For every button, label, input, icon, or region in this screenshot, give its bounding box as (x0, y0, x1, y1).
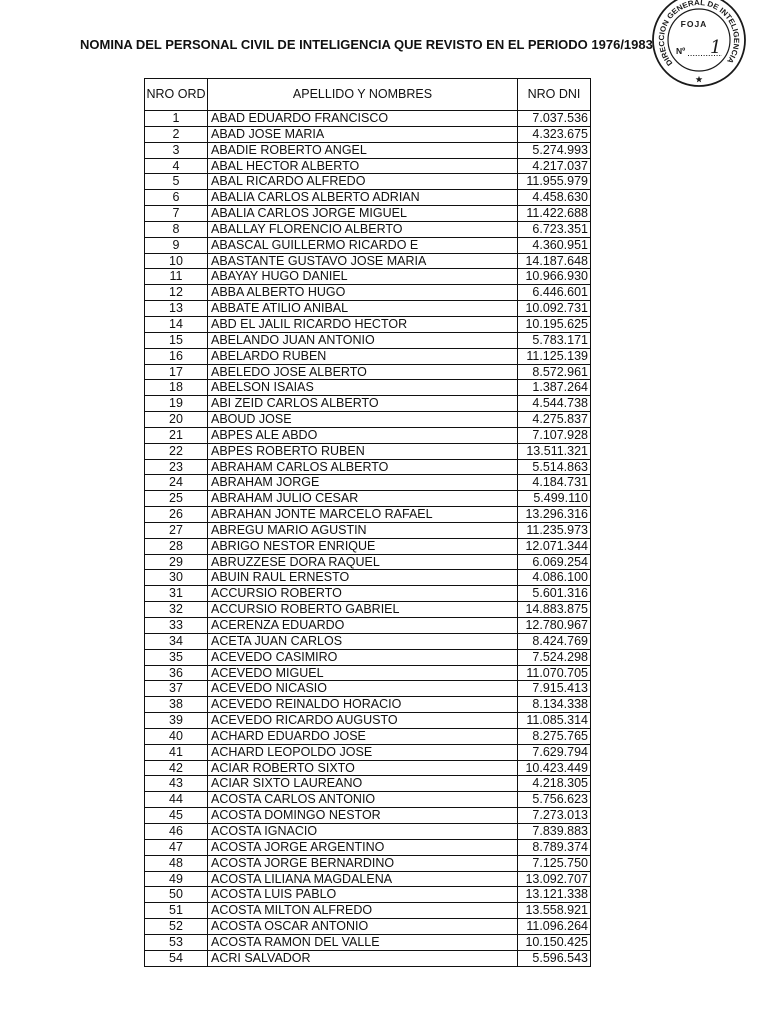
dni-number: 6.446.601 (518, 285, 591, 301)
table-row (145, 523, 591, 539)
person-name: ABREGU MARIO AGUSTIN (208, 523, 518, 539)
dni-number: 8.572.961 (518, 365, 591, 381)
dni-number: 5.499.110 (518, 491, 591, 507)
table-row (145, 333, 591, 349)
table-row (145, 111, 591, 127)
row-number: 28 (145, 539, 208, 555)
table-row (145, 634, 591, 650)
dni-number: 10.195.625 (518, 317, 591, 333)
row-number: 36 (145, 666, 208, 682)
table-row (145, 159, 591, 175)
person-name: ABASCAL GUILLERMO RICARDO E (208, 238, 518, 254)
person-name: ACEVEDO MIGUEL (208, 666, 518, 682)
person-name: ABAD EDUARDO FRANCISCO (208, 111, 518, 127)
dni-number: 13.121.338 (518, 887, 591, 903)
dni-number: 8.134.338 (518, 697, 591, 713)
stamp-foja-label: FOJA (680, 19, 708, 29)
person-name: ACHARD LEOPOLDO JOSE (208, 745, 518, 761)
dni-number: 7.629.794 (518, 745, 591, 761)
person-name: ABELEDO JOSE ALBERTO (208, 365, 518, 381)
table-row (145, 666, 591, 682)
table-row (145, 317, 591, 333)
row-number: 54 (145, 951, 208, 967)
person-name: ABADIE ROBERTO ANGEL (208, 143, 518, 159)
dni-number: 10.966.930 (518, 269, 591, 285)
person-name: ACOSTA LUIS PABLO (208, 887, 518, 903)
row-number: 31 (145, 586, 208, 602)
row-number: 52 (145, 919, 208, 935)
table-row (145, 824, 591, 840)
row-number: 47 (145, 840, 208, 856)
person-name: ABUIN RAUL ERNESTO (208, 570, 518, 586)
dni-number: 7.524.298 (518, 650, 591, 666)
row-number: 4 (145, 159, 208, 175)
dni-number: 5.596.543 (518, 951, 591, 967)
table-row (145, 174, 591, 190)
table-row (145, 254, 591, 270)
dni-number: 8.275.765 (518, 729, 591, 745)
person-name: ACIAR SIXTO LAUREANO (208, 776, 518, 792)
person-name: ABRAHAM CARLOS ALBERTO (208, 460, 518, 476)
document-title: NOMINA DEL PERSONAL CIVIL DE INTELIGENCIA QUE REVISTO EN EL PERIODO 1976/1983 (80, 37, 653, 52)
header-nro-ord: NRO ORD (145, 79, 208, 111)
dni-number: 11.096.264 (518, 919, 591, 935)
row-number: 32 (145, 602, 208, 618)
row-number: 29 (145, 555, 208, 571)
person-name: ACOSTA JORGE BERNARDINO (208, 856, 518, 872)
person-name: ABRAHAM JULIO CESAR (208, 491, 518, 507)
row-number: 14 (145, 317, 208, 333)
table-row (145, 570, 591, 586)
dni-number: 1.387.264 (518, 380, 591, 396)
person-name: ACOSTA CARLOS ANTONIO (208, 792, 518, 808)
person-name: ACOSTA IGNACIO (208, 824, 518, 840)
dni-number: 4.458.630 (518, 190, 591, 206)
dni-number: 10.092.731 (518, 301, 591, 317)
person-name: ABALLAY FLORENCIO ALBERTO (208, 222, 518, 238)
row-number: 3 (145, 143, 208, 159)
person-name: ABRUZZESE DORA RAQUEL (208, 555, 518, 571)
table-row (145, 650, 591, 666)
row-number: 38 (145, 697, 208, 713)
dni-number: 10.150.425 (518, 935, 591, 951)
table-body (145, 111, 591, 967)
row-number: 15 (145, 333, 208, 349)
row-number: 35 (145, 650, 208, 666)
row-number: 10 (145, 254, 208, 270)
stamp-number-label: Nº (676, 46, 686, 56)
row-number: 45 (145, 808, 208, 824)
person-name: ABOUD JOSE (208, 412, 518, 428)
dni-number: 6.723.351 (518, 222, 591, 238)
table-row (145, 507, 591, 523)
row-number: 53 (145, 935, 208, 951)
row-number: 50 (145, 887, 208, 903)
person-name: ABI ZEID CARLOS ALBERTO (208, 396, 518, 412)
person-name: ABPES ALE ABDO (208, 428, 518, 444)
dni-number: 6.069.254 (518, 555, 591, 571)
dni-number: 4.086.100 (518, 570, 591, 586)
person-name: ACEVEDO NICASIO (208, 681, 518, 697)
row-number: 39 (145, 713, 208, 729)
row-number: 25 (145, 491, 208, 507)
table-row (145, 269, 591, 285)
dni-number: 14.187.648 (518, 254, 591, 270)
person-name: ABAL HECTOR ALBERTO (208, 159, 518, 175)
table-row (145, 776, 591, 792)
person-name: ABAL RICARDO ALFREDO (208, 174, 518, 190)
dni-number: 7.037.536 (518, 111, 591, 127)
row-number: 22 (145, 444, 208, 460)
person-name: ABELANDO JUAN ANTONIO (208, 333, 518, 349)
person-name: ACEVEDO REINALDO HORACIO (208, 697, 518, 713)
person-name: ACERENZA EDUARDO (208, 618, 518, 634)
official-stamp (650, 0, 748, 92)
person-name: ABAYAY HUGO DANIEL (208, 269, 518, 285)
row-number: 13 (145, 301, 208, 317)
dni-number: 11.070.705 (518, 666, 591, 682)
table-row (145, 412, 591, 428)
table-row (145, 460, 591, 476)
row-number: 18 (145, 380, 208, 396)
row-number: 6 (145, 190, 208, 206)
dni-number: 5.756.623 (518, 792, 591, 808)
dni-number: 5.601.316 (518, 586, 591, 602)
dni-number: 12.071.344 (518, 539, 591, 555)
table-row (145, 190, 591, 206)
person-name: ABBATE ATILIO ANIBAL (208, 301, 518, 317)
table-row (145, 586, 591, 602)
dni-number: 14.883.875 (518, 602, 591, 618)
person-name: ABELARDO RUBEN (208, 349, 518, 365)
table-row (145, 539, 591, 555)
table-row (145, 602, 591, 618)
table-row (145, 872, 591, 888)
row-number: 17 (145, 365, 208, 381)
person-name: ACETA JUAN CARLOS (208, 634, 518, 650)
person-name: ACIAR ROBERTO SIXTO (208, 761, 518, 777)
dni-number: 11.235.973 (518, 523, 591, 539)
dni-number: 13.092.707 (518, 872, 591, 888)
person-name: ABALIA CARLOS JORGE MIGUEL (208, 206, 518, 222)
row-number: 37 (145, 681, 208, 697)
table-row (145, 380, 591, 396)
person-name: ABD EL JALIL RICARDO HECTOR (208, 317, 518, 333)
row-number: 33 (145, 618, 208, 634)
table-row (145, 127, 591, 143)
row-number: 24 (145, 475, 208, 491)
person-name: ACOSTA RAMON DEL VALLE (208, 935, 518, 951)
row-number: 34 (145, 634, 208, 650)
dni-number: 8.424.769 (518, 634, 591, 650)
person-name: ABASTANTE GUSTAVO JOSE MARIA (208, 254, 518, 270)
row-number: 19 (145, 396, 208, 412)
dni-number: 4.360.951 (518, 238, 591, 254)
row-number: 21 (145, 428, 208, 444)
star-icon (696, 76, 703, 83)
table-header-row (145, 79, 591, 111)
person-name: ABRAHAM JORGE (208, 475, 518, 491)
person-name: ACRI SALVADOR (208, 951, 518, 967)
row-number: 11 (145, 269, 208, 285)
header-apellido-y-nombres: APELLIDO Y NOMBRES (208, 79, 518, 111)
table-row (145, 935, 591, 951)
table-row (145, 491, 591, 507)
table-row (145, 444, 591, 460)
table-row (145, 301, 591, 317)
table-row (145, 618, 591, 634)
table-row (145, 792, 591, 808)
dni-number: 13.511.321 (518, 444, 591, 460)
dni-number: 5.783.171 (518, 333, 591, 349)
person-name: ABAD JOSE MARIA (208, 127, 518, 143)
row-number: 46 (145, 824, 208, 840)
stamp-folio-number: 1 (710, 37, 722, 58)
person-name: ABALIA CARLOS ALBERTO ADRIAN (208, 190, 518, 206)
person-name: ACHARD EDUARDO JOSE (208, 729, 518, 745)
dni-number: 8.789.374 (518, 840, 591, 856)
table-row (145, 365, 591, 381)
dni-number: 5.514.863 (518, 460, 591, 476)
dni-number: 11.422.688 (518, 206, 591, 222)
person-name: ABELSON ISAIAS (208, 380, 518, 396)
row-number: 7 (145, 206, 208, 222)
dni-number: 7.125.750 (518, 856, 591, 872)
dni-number: 11.955.979 (518, 174, 591, 190)
person-name: ACOSTA JORGE ARGENTINO (208, 840, 518, 856)
dni-number: 4.544.738 (518, 396, 591, 412)
person-name: ACOSTA MILTON ALFREDO (208, 903, 518, 919)
table-row (145, 143, 591, 159)
table-row (145, 729, 591, 745)
table-row (145, 761, 591, 777)
dni-number: 12.780.967 (518, 618, 591, 634)
row-number: 40 (145, 729, 208, 745)
dni-number: 4.184.731 (518, 475, 591, 491)
table-row (145, 951, 591, 967)
row-number: 8 (145, 222, 208, 238)
table-row (145, 222, 591, 238)
dni-number: 13.558.921 (518, 903, 591, 919)
table-row (145, 285, 591, 301)
row-number: 23 (145, 460, 208, 476)
dni-number: 4.323.675 (518, 127, 591, 143)
dni-number: 4.218.305 (518, 776, 591, 792)
row-number: 49 (145, 872, 208, 888)
dni-number: 4.217.037 (518, 159, 591, 175)
table-row (145, 808, 591, 824)
dni-number: 10.423.449 (518, 761, 591, 777)
row-number: 1 (145, 111, 208, 127)
dni-number: 7.839.883 (518, 824, 591, 840)
row-number: 27 (145, 523, 208, 539)
row-number: 16 (145, 349, 208, 365)
row-number: 26 (145, 507, 208, 523)
row-number: 9 (145, 238, 208, 254)
row-number: 20 (145, 412, 208, 428)
person-name: ACOSTA LILIANA MAGDALENA (208, 872, 518, 888)
dni-number: 13.296.316 (518, 507, 591, 523)
dni-number: 7.107.928 (518, 428, 591, 444)
row-number: 2 (145, 127, 208, 143)
row-number: 12 (145, 285, 208, 301)
row-number: 44 (145, 792, 208, 808)
row-number: 43 (145, 776, 208, 792)
personnel-table (144, 78, 591, 967)
person-name: ABRIGO NESTOR ENRIQUE (208, 539, 518, 555)
row-number: 48 (145, 856, 208, 872)
person-name: ACCURSIO ROBERTO GABRIEL (208, 602, 518, 618)
table-row (145, 396, 591, 412)
dni-number: 11.085.314 (518, 713, 591, 729)
row-number: 42 (145, 761, 208, 777)
dni-number: 7.915.413 (518, 681, 591, 697)
row-number: 51 (145, 903, 208, 919)
dni-number: 5.274.993 (518, 143, 591, 159)
table-row (145, 745, 591, 761)
table-row (145, 903, 591, 919)
row-number: 30 (145, 570, 208, 586)
dni-number: 7.273.013 (518, 808, 591, 824)
person-name: ABBA ALBERTO HUGO (208, 285, 518, 301)
header-nro-dni: NRO DNI (518, 79, 591, 111)
table-row (145, 697, 591, 713)
table-row (145, 887, 591, 903)
table-row (145, 428, 591, 444)
table-row (145, 555, 591, 571)
person-name: ACOSTA DOMINGO NESTOR (208, 808, 518, 824)
person-name: ACEVEDO CASIMIRO (208, 650, 518, 666)
stamp-outer-ring (653, 0, 745, 86)
table-row (145, 840, 591, 856)
table-row (145, 206, 591, 222)
stamp-ring-text: DIRECCION GENERAL DE INTELIGENCIA (656, 0, 742, 68)
person-name: ABRAHAN JONTE MARCELO RAFAEL (208, 507, 518, 523)
table-row (145, 919, 591, 935)
row-number: 5 (145, 174, 208, 190)
person-name: ACCURSIO ROBERTO (208, 586, 518, 602)
table-row (145, 238, 591, 254)
dni-number: 4.275.837 (518, 412, 591, 428)
table-row (145, 475, 591, 491)
person-name: ACEVEDO RICARDO AUGUSTO (208, 713, 518, 729)
table-row (145, 681, 591, 697)
table-row (145, 713, 591, 729)
table-row (145, 856, 591, 872)
row-number: 41 (145, 745, 208, 761)
person-name: ABPES ROBERTO RUBEN (208, 444, 518, 460)
table-row (145, 349, 591, 365)
person-name: ACOSTA OSCAR ANTONIO (208, 919, 518, 935)
dni-number: 11.125.139 (518, 349, 591, 365)
